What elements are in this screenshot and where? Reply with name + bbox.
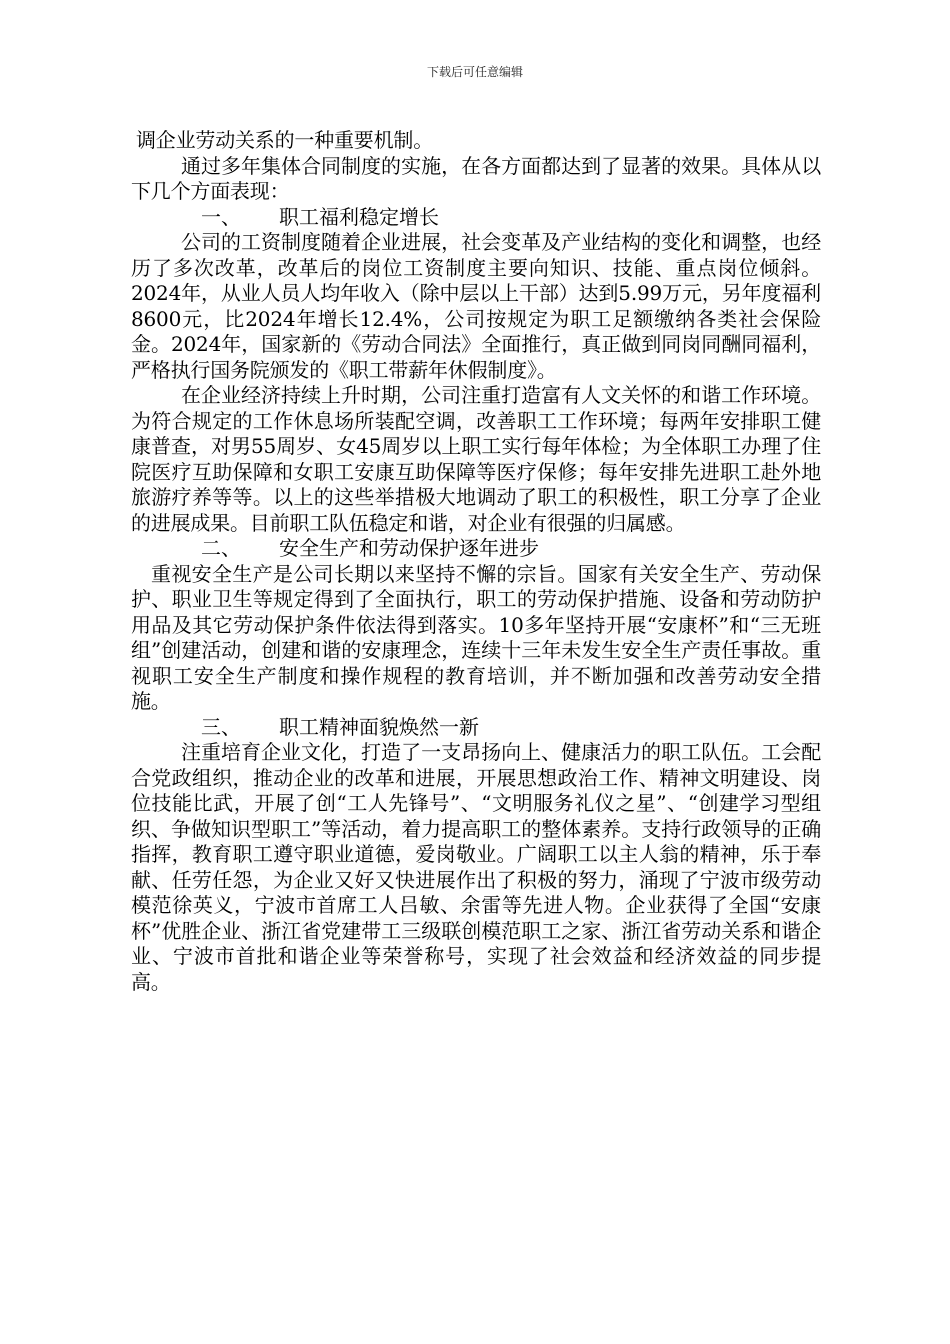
section-3-paragraph-1: 注重培育企业文化，打造了一支昂扬向上、健康活力的职工队伍。工会配合党政组织，推动企业的改革和进展，开展思想政治工作、精神文明建设、岗位技能比武，开展了创“工人先锋号”、“文明服务礼仪之星”、“创建学习型组织、争做知识型职工”等活动，着力提高职工的整体素养。支持行政领导的正确指挥，教育职工遵守职业道德，爱岗敬业。广阔职工以主人翁的精神，乐于奉献、任劳任怨，为企业又好又快进展作出了积极的努力，涌现了宁波市级劳动模范徐英义，宁波市首席工人吕敏、余雷等先进人物。企业获得了全国“安康杯”优胜企业、浙江省党建带工三级联创模范职工之家、浙江省劳动关系和谐企业、宁波市首批和谐企业等荣誉称号，实现了社会效益和经济效益的同步提高。 (131, 740, 821, 994)
document-body (131, 128, 821, 995)
paragraph-intro: 通过多年集体合同制度的实施，在各方面都达到了显著的效果。具体从以下几个方面表现： (131, 153, 821, 203)
page-header-note: 下载后可任意编辑 (426, 65, 523, 79)
section-2-paragraph-1: 重视安全生产是公司长期以来坚持不懈的宗旨。国家有关安全生产、劳动保护、职业卫生等规定得到了全面执行，职工的劳动保护措施、设备和劳动防护用品及其它劳动保护条件依法得到落实。10多年坚持开展“安康杯”和“三无班组”创建活动，创建和谐的安康理念，连续十三年未发生安全生产责任事故。重视职工安全生产制度和操作规程的教育培训，并不断加强和改善劳动安全措施。 (131, 561, 821, 713)
paragraph-intro-continuation: 调企业劳动关系的一种重要机制。 (136, 128, 433, 152)
section-title-2: 安全生产和劳动保护逐年进步 (279, 536, 539, 560)
section-number-2: 二、 (201, 536, 241, 560)
section-number-3: 三、 (201, 714, 241, 739)
section-heading-3 (131, 715, 821, 741)
section-number-1: 一、 (201, 204, 241, 229)
section-title-1: 职工福利稳定增长 (279, 204, 439, 229)
section-heading-2 (131, 536, 821, 562)
section-1-paragraph-1: 公司的工资制度随着企业进展，社会变革及产业结构的变化和调整，也经历了多次改革，改革后的岗位工资制度主要向知识、技能、重点岗位倾斜。2024年，从业人员人均年收入（除中层以上干部）达到5.99万元，另年度福利8600元，比2024年增长12.4%，公司按规定为职工足额缴纳各类社会保险金。2024年，国家新的《劳动合同法》全面推行，真正做到同岗同酬同福利，严格执行国务院颁发的《职工带薪年休假制度》。 (131, 230, 821, 382)
section-title-3: 职工精神面貌焕然一新 (279, 714, 479, 739)
section-1-paragraph-2: 在企业经济持续上升时期，公司注重打造富有人文关怀的和谐工作环境。为符合规定的工作休息场所装配空调，改善职工工作环境；每两年安排职工健康普查，对男55周岁、女45周岁以上职工实行每年体检；为全体职工办理了住院医疗互助保障和女职工安康互助保障等医疗保修；每年安排先进职工赴外地旅游疗养等等。以上的这些举措极大地调动了职工的积极性，职工分享了企业的进展成果。目前职工队伍稳定和谐，对企业有很强的归属感。 (131, 383, 821, 535)
section-heading-1 (131, 205, 821, 231)
